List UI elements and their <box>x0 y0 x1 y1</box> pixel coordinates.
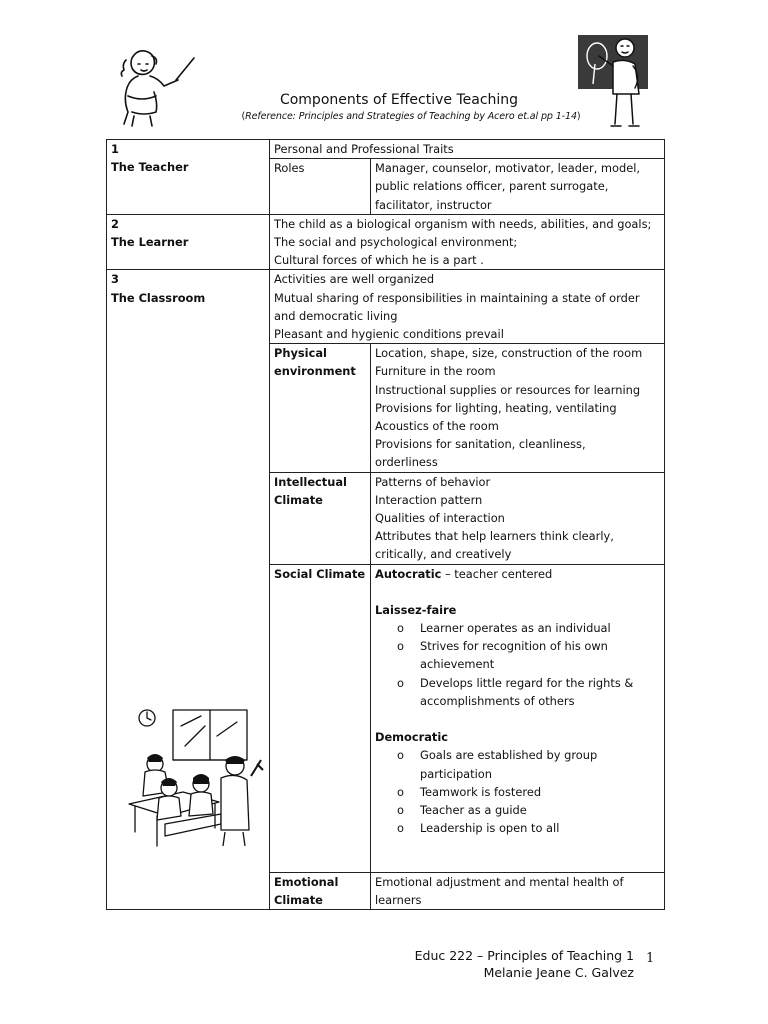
classroom-description: Activities are well organized Mutual sharing of responsibilities in maintaining a state of order and democratic living Pleasant and hygienic conditions prevail <box>270 270 665 344</box>
learner-row <box>107 214 665 270</box>
components-table <box>106 139 665 910</box>
list-item: o Leadership is open to all <box>397 819 660 837</box>
footer <box>415 947 634 981</box>
physical-environment-label: Physical environment <box>270 344 371 472</box>
reference-note: (Reference: Principles and Strategies of Teaching by Acero et.al pp 1-14) <box>241 111 581 122</box>
learner-header-cell: 2 The Learner <box>107 214 270 270</box>
intellectual-climate-list: Patterns of behavior Interaction pattern Qualities of interaction Attributes that help learners think clearly, critically, and creatively <box>371 472 665 564</box>
teacher-traits-row <box>107 140 665 159</box>
emotional-climate-label: Emotional Climate <box>270 872 371 909</box>
classroom-row <box>107 270 665 344</box>
list-item: o Learner operates as an individual <box>397 619 660 637</box>
roles-label: Roles <box>270 159 371 215</box>
physical-environment-list: Location, shape, size, construction of the room Furniture in the room Instructional supplies or resources for learning Provisions for lighting, heating, ventilating Acoustics of the room Provisions for sanitation, cleanliness, orderliness <box>371 344 665 472</box>
learner-label: The Learner <box>111 235 189 250</box>
democratic-list <box>375 746 660 837</box>
laissez-faire-heading: Laissez-faire <box>375 602 457 617</box>
roles-list: Manager, counselor, motivator, leader, model, public relations officer, parent surrogate, facilitator, instructor <box>371 159 665 215</box>
list-item: o Strives for recognition of his own achievement <box>397 637 660 673</box>
laissez-faire-list <box>375 619 660 710</box>
autocratic-line: Autocratic – teacher centered <box>375 566 553 581</box>
classroom-clipart <box>125 706 271 848</box>
democratic-heading: Democratic <box>375 730 449 745</box>
social-climate-label: Social Climate <box>270 564 371 872</box>
list-item: o Teamwork is fostered <box>397 783 660 801</box>
teacher-label: The Teacher <box>111 160 189 175</box>
reference-text: Reference: Principles and Strategies of Teaching by Acero et.al pp 1-14 <box>245 111 577 122</box>
learner-description: The child as a biological organism with needs, abilities, and goals; The social and psychological environment; Cultural forces of which he is a part . <box>270 214 665 270</box>
intellectual-climate-label: Intellectual Climate <box>270 472 371 564</box>
list-item: o Teacher as a guide <box>397 801 660 819</box>
author-name: Melanie Jeane C. Galvez <box>483 965 634 980</box>
list-item: o Goals are established by group participation <box>397 746 660 782</box>
course-name: Educ 222 – Principles of Teaching 1 <box>414 948 634 963</box>
page-number: 1 <box>646 951 655 966</box>
classroom-label: The Classroom <box>111 290 206 305</box>
emotional-climate-text: Emotional adjustment and mental health of learners <box>371 872 665 909</box>
page-title: Components of Effective Teaching <box>279 92 519 108</box>
teacher-header-cell: 1 The Teacher <box>107 140 270 215</box>
list-item: o Develops little regard for the rights & accomplishments of others <box>397 674 660 710</box>
classroom-header-cell: 3 The Classroom <box>107 270 270 910</box>
social-climate-content <box>371 564 665 872</box>
traits-cell: Personal and Professional Traits <box>270 140 665 159</box>
